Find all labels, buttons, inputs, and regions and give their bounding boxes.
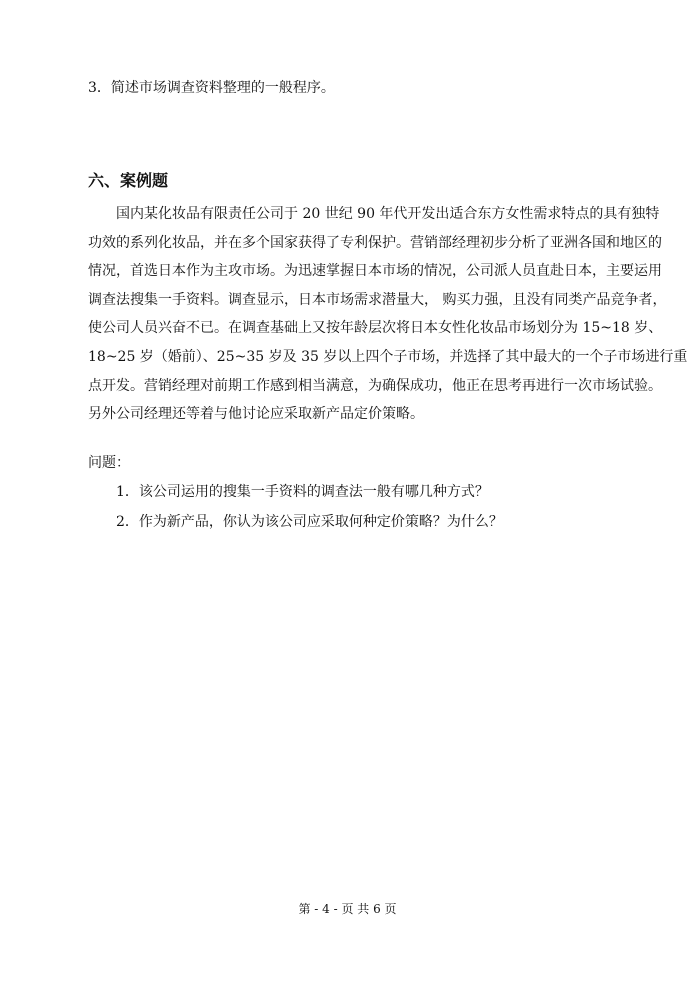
case-paragraph (88, 200, 688, 429)
case-line: 18~25 岁（婚前）、25~35 岁及 35 岁以上四个子市场，并选择了其中最大的一个子市场进行重 (88, 348, 688, 365)
case-line: 点开发。营销经理对前期工作感到相当满意，为确保成功，他正在思考再进行一次市场试验。 (88, 377, 662, 394)
case-question-2: 2．作为新产品，你认为该公司应采取何种定价策略？为什么？ (116, 514, 503, 530)
case-line: 使公司人员兴奋不已。在调查基础上又按年龄层次将日本女性化妆品市场划分为 15~18 岁、 (88, 320, 663, 337)
case-line: 功效的系列化妆品，并在多个国家获得了专利保护。营销部经理初步分析了亚洲各国和地区的 (88, 234, 662, 251)
case-line: 调查法搜集一手资料。调查显示，日本市场需求潜量大， 购买力强，且没有同类产品竞争者， (88, 291, 667, 308)
case-line: 国内某化妆品有限责任公司于 20 世纪 90 年代开发出适合东方女性需求特点的具有独特 (116, 206, 660, 222)
review-question-3: 3．简述市场调查资料整理的一般程序。 (88, 80, 335, 96)
section-heading-case-study: 六、案例题 (88, 171, 169, 190)
questions-label: 问题： (88, 455, 130, 471)
page-footer: 第 - 4 - 页 共 6 页 (298, 902, 397, 916)
case-line: 情况，首选日本作为主攻市场。为迅速掌握日本市场的情况，公司派人员直赴日本，主要运用 (88, 263, 662, 280)
case-question-1: 1．该公司运用的搜集一手资料的调查法一般有哪几种方式？ (116, 484, 489, 500)
case-line: 另外公司经理还等着与他讨论应采取新产品定价策略。 (88, 406, 424, 423)
